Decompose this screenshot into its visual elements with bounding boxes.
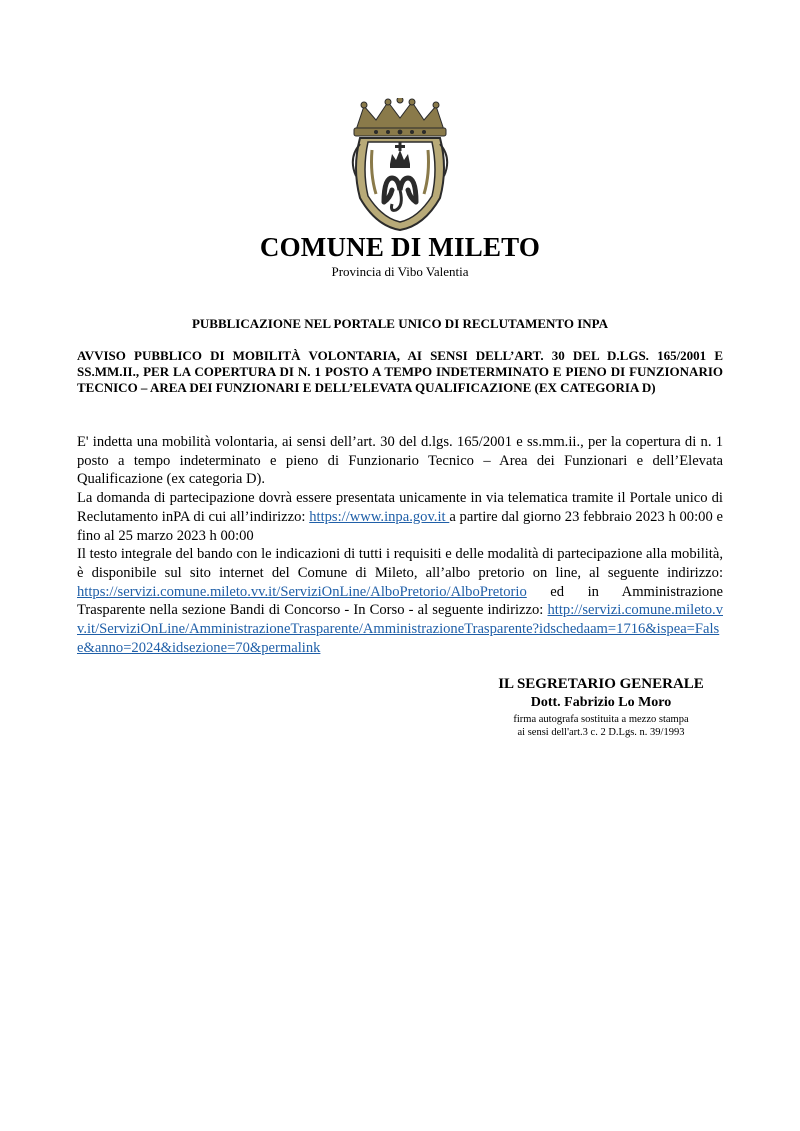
notice-title: AVVISO PUBBLICO DI MOBILITÀ VOLONTARIA, AI SENSI DELL’ART. 30 DEL D.LGS. 165/2001 E SS.MM.II., PER LA COPERTURA DI N. 1 POSTO A TEMPO INDETERMINATO E PIENO DI FUNZIONARIO TECNICO – AREA DEI FUNZIONARI E DELL’ELEVATA QUALIFICAZIONE (EX CATEGORIA D) <box>77 348 723 395</box>
amministrazione-trasparente-link[interactable]: http://servizi.comune.mileto.vv.it/ServiziOnLine/AmministrazioneTrasparente/AmministrazioneTrasparente?idschedaam=1716&ispea=False&anno=2024&idsezione=70&permalink <box>77 602 723 656</box>
availability-text: Il testo integrale del bando con le indicazioni di tutti i requisiti e delle modalità di partecipazione alla mobilità, è disponibile sul sito internet del Comune di Mileto, all’albo pretorio on line, al seguente indirizzo: <box>77 546 723 581</box>
province-subtitle: Provincia di Vibo Valentia <box>331 264 469 279</box>
application-dates-text: a partire dal giorno 23 febbraio 2023 h 00:00 e fino al 25 marzo 2023 h 00:00 <box>77 508 723 544</box>
signature-note-line1: firma autografa sostituita a mezzo stampa <box>513 714 689 725</box>
signature-note-line2: ai sensi dell'art.3 c. 2 D.Lgs. n. 39/1993 <box>517 727 685 738</box>
municipal-crest-icon <box>346 98 454 232</box>
paragraph-mobility: E' indetta una mobilità volontaria, ai sensi dell’art. 30 del d.lgs. 165/2001 e ss.mm.ii., per la copertura di n. 1 posto a tempo indeterminato e pieno di Funzionario Tecnico – Area dei Funzionari e dell’Elevata Qualificazione (ex categoria D). <box>77 434 723 488</box>
signature-note <box>430 713 712 739</box>
paragraph-availability <box>77 545 723 657</box>
publication-heading: PUBBLICAZIONE NEL PORTALE UNICO DI RECLUTAMENTO INPA <box>191 316 609 331</box>
signature-block <box>430 676 712 739</box>
signatory-name: Dott. Fabrizio Lo Moro <box>530 695 672 710</box>
paragraph-application <box>77 489 723 545</box>
notice-body <box>77 433 723 657</box>
albo-pretorio-link[interactable]: https://servizi.comune.mileto.vv.it/ServiziOnLine/AlboPretorio/AlboPretorio <box>77 583 527 600</box>
application-text: La domanda di partecipazione dovrà essere presentata unicamente in via telematica tramite il Portale unico di Reclutamento inPA di cui all’indirizzo: <box>77 490 723 525</box>
municipality-title: COMUNE DI MILETO <box>259 232 541 262</box>
signatory-role: IL SEGRETARIO GENERALE <box>498 676 704 692</box>
inpa-link[interactable]: https://www.inpa.gov.it <box>309 508 450 525</box>
trasparenza-text: ed in Amministrazione Trasparente nella sezione Bandi di Concorso - In Corso - al seguente indirizzo: <box>77 583 723 619</box>
